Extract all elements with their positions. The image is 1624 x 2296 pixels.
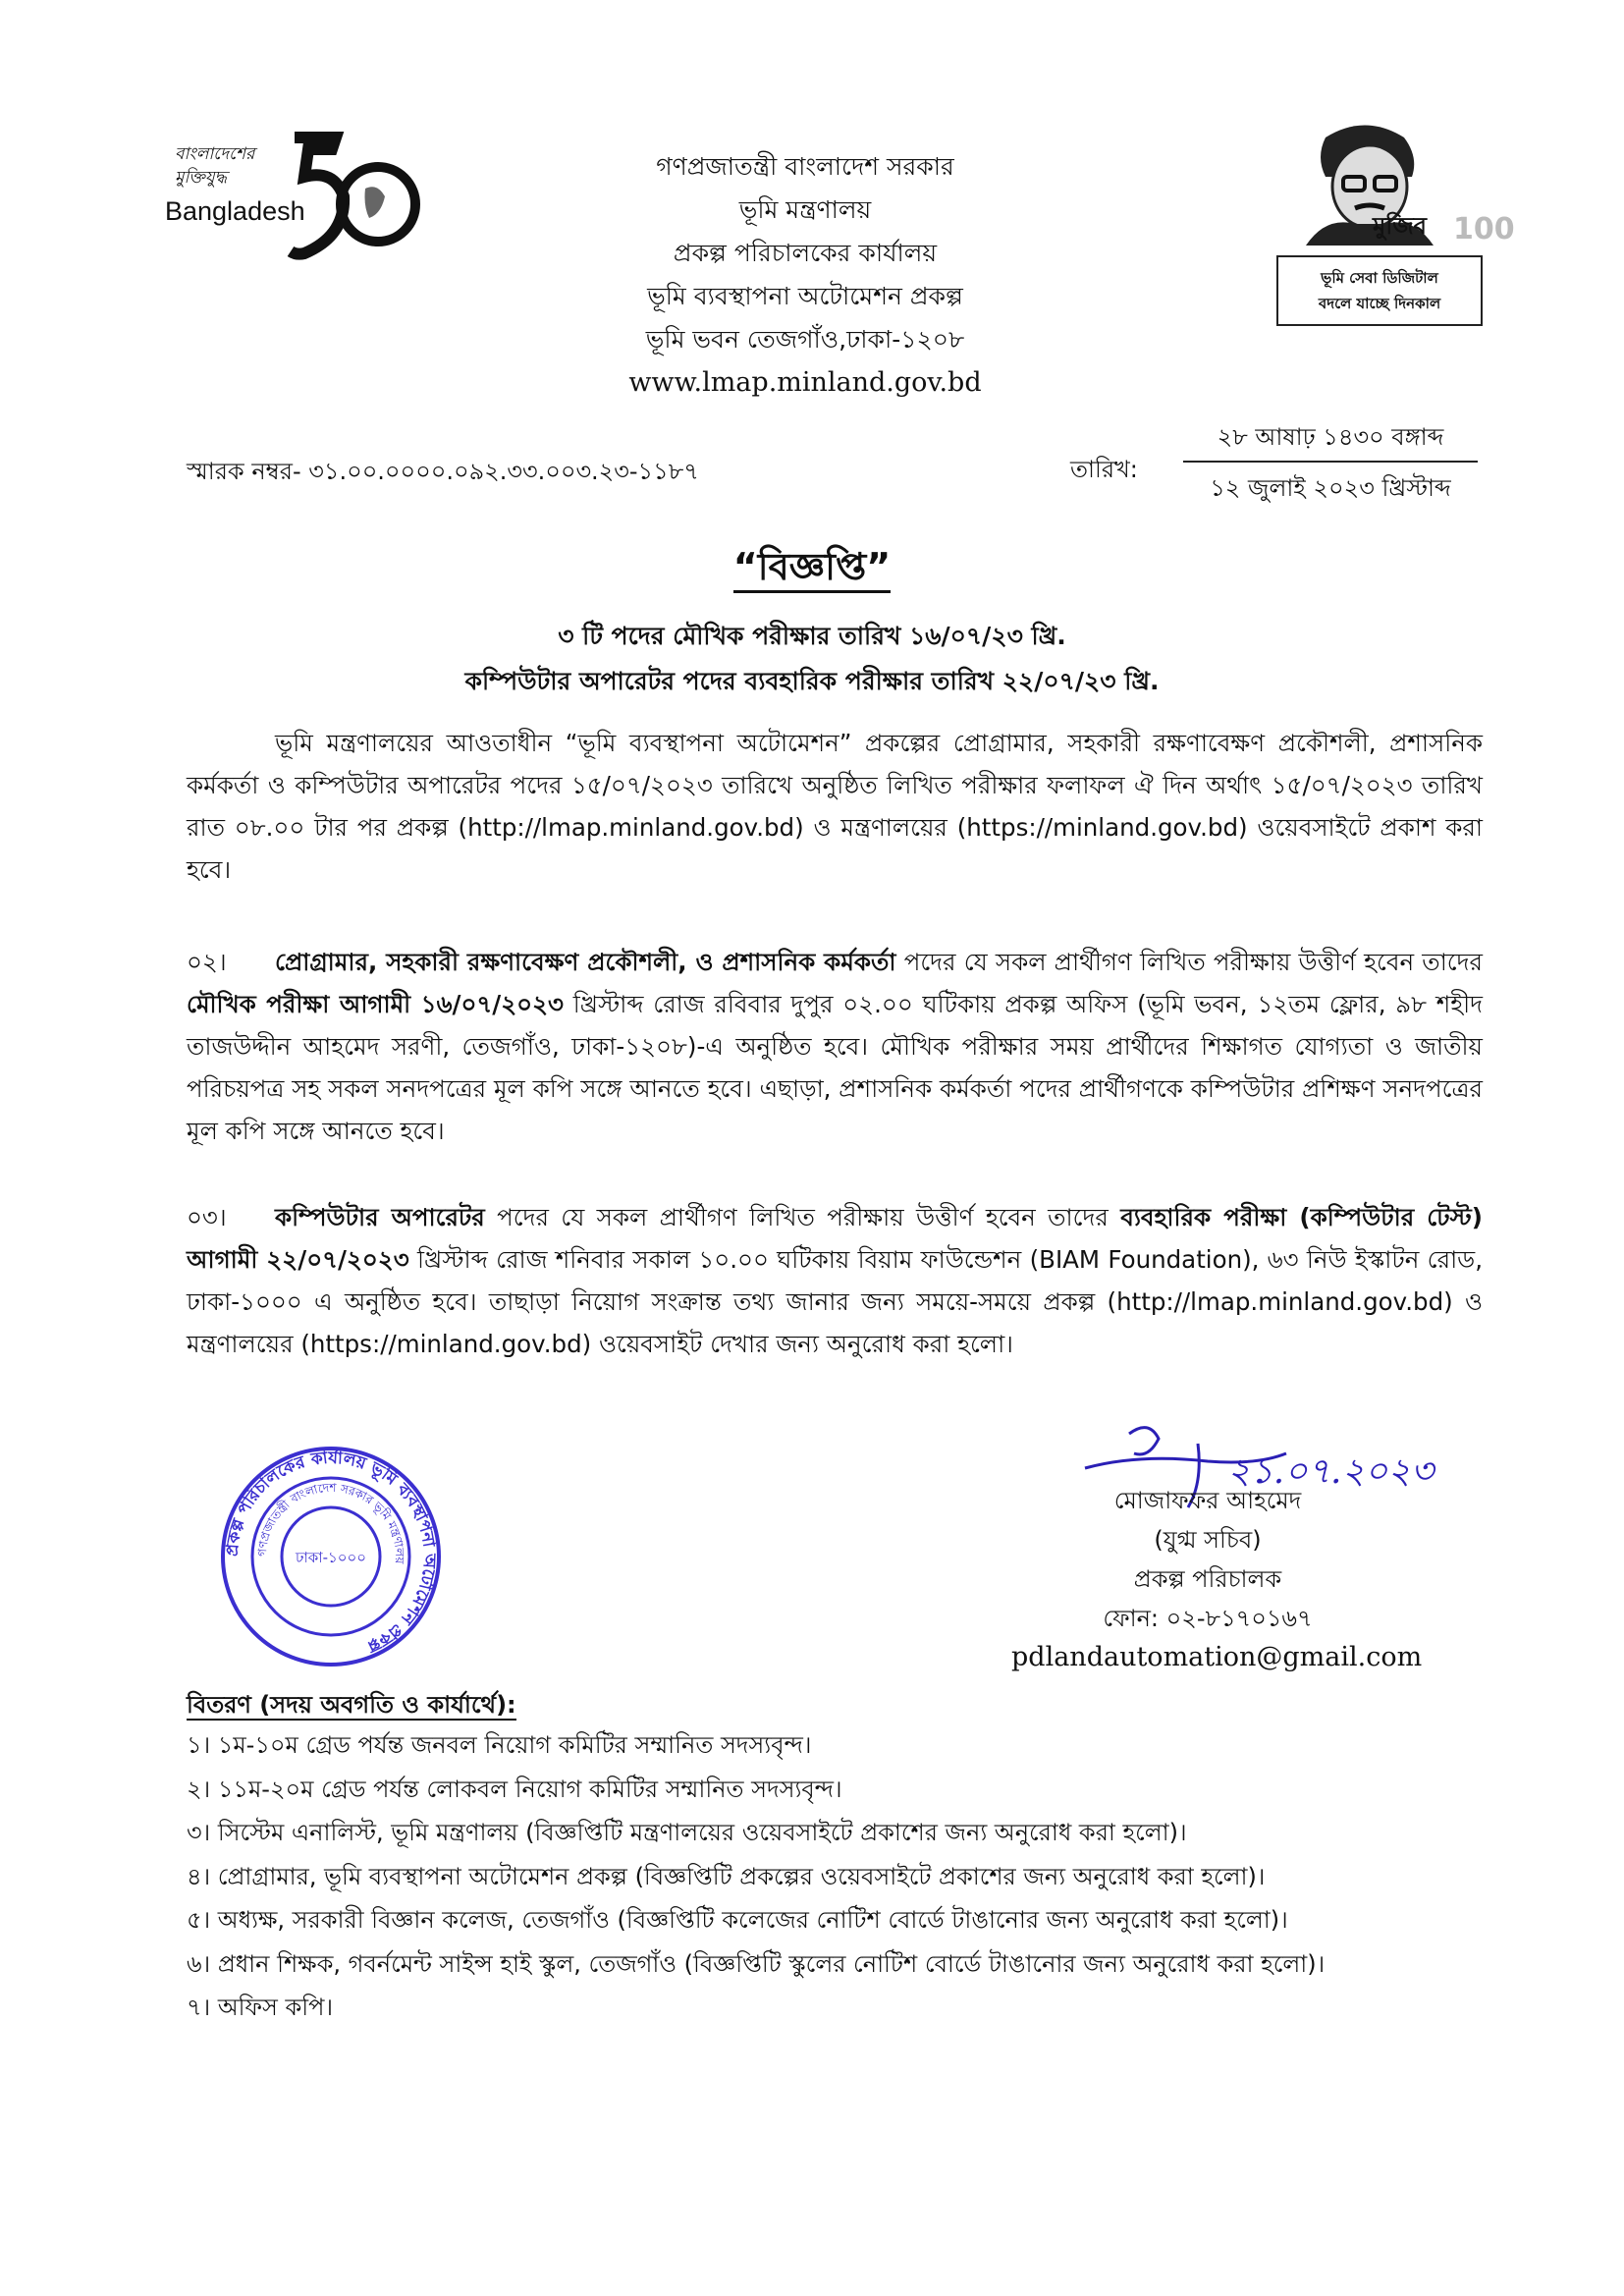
bangladesh-50-logo (147, 128, 422, 265)
memo-number: স্মারক নম্বর- ৩১.০০.০০০০.০৯২.৩৩.০০৩.২৩-১১৮৭ (187, 458, 699, 485)
header-line-address: ভূমি ভবন তেজগাঁও,ঢাকা-১২০৮ (645, 325, 965, 354)
date-label: তারিখ: (1070, 456, 1138, 483)
signatory-role: প্রকল্প পরিচালক (1133, 1565, 1282, 1593)
paragraph-03-text1: পদের যে সকল প্রার্থীগণ লিখিত পরীক্ষায় উত্তীর্ণ হবেন তাদের (484, 1203, 1121, 1231)
paragraph-03-text2: খ্রিস্টাব্দ রোজ শনিবার সকাল ১০.০০ ঘটিকায় বিয়াম ফাউন্ডেশন (BIAM Foundation), ৬৩ নিউ ইস্কাটন রোড, ঢাকা-১০০০ এ অনুষ্ঠিত হবে। তাছাড়া নিয়োগ সংক্রান্ত তথ্য জানার জন্য সময়ে-সময়ে প্রকল্প (http://lmap.minland.gov.bd) ও মন্ত্রণালয়ের (https://minland.gov.bd) ওয়েবসাইট দেখার জন্য অনুরোধ করা হলো। (187, 1245, 1483, 1358)
paragraph-02-posts: প্রোগ্রামার, সহকারী রক্ষণাবেক্ষণ প্রকৌশলী, ও প্রশাসনিক কর্মকর্তা (275, 948, 896, 976)
distribution-heading-text: বিতরণ (সদয় অবগতি ও কার্যার্থে): (187, 1691, 516, 1719)
office-seal-stamp (218, 1444, 444, 1669)
date-english: ১২ জুলাই ২০২৩ খ্রিস্টাব্দ (1210, 474, 1451, 502)
paragraph-02-text2: খ্রিস্টাব্দ রোজ রবিবার দুপুর ০২.০০ ঘটিকায় প্রকল্প অফিস (ভূমি ভবন, ১২তম ফ্লোর, ৯৮ শহীদ তাজউদ্দীন আহমেদ সরণী, তেজগাঁও, ঢাকা-১২০৮)-এ অনুষ্ঠিত হবে। মৌখিক পরীক্ষার সময় প্রার্থীদের শিক্ষাগত যোগ্যতা ও জাতীয় পরিচয়পত্র সহ সকল সনদপত্রের মূল কপি সঙ্গে আনতে হবে। এছাড়া, প্রশাসনিক কর্মকর্তা পদের প্রার্থীগণকে কম্পিউটার প্রশিক্ষণ সনদপত্রের মূল কপি সঙ্গে আনতে হবে। (187, 990, 1484, 1145)
intro-paragraph: ভূমি মন্ত্রণালয়ের আওতাধীন “ভূমি ব্যবস্থাপনা অটোমেশন” প্রকল্পের প্রোগ্রামার, সহকারী রক্ষণাবেক্ষণ প্রকৌশলী, প্রশাসনিক কর্মকর্তা ও কম্পিউটার অপারেটর পদের ১৫/০৭/২০২৩ তারিখে অনুষ্ঠিত লিখিত পরীক্ষার ফলাফল ঐ দিন অর্থাৎ ১৫/০৭/২০২৩ তারিখ রাত ০৮.০০ টার পর প্রকল্প (http://lmap.minland.gov.bd) ও মন্ত্রণালয়ের (https://minland.gov.bd) ওয়েবসাইটে প্রকাশ করা হবে। (187, 729, 1483, 884)
mujib-text: মুজিব (1373, 212, 1428, 240)
header-line-project: ভূমি ব্যবস্থাপনা অটোমেশন প্রকল্প (647, 282, 963, 310)
list-item: ৩। সিস্টেম এনালিস্ট, ভূমি মন্ত্রণালয় (বিজ্ঞপ্তিটি মন্ত্রণালয়ের ওয়েবসাইটে প্রকাশের জন্য অনুরোধ করা হলো)। (187, 1819, 1187, 1846)
paragraph-02 (187, 941, 1483, 1152)
list-item: ৪। প্রোগ্রামার, ভূমি ব্যবস্থাপনা অটোমেশন প্রকল্প (বিজ্ঞপ্তিটি প্রকল্পের ওয়েবসাইটে প্রকাশের জন্য অনুরোধ করা হলো)। (187, 1862, 1266, 1890)
date-block (1183, 417, 1478, 508)
paragraph-03-post: কম্পিউটার অপারেটর (275, 1203, 485, 1231)
signatory-phone: ফোন: ০২-৮১৭০১৬৭ (1103, 1605, 1313, 1632)
seal-inner-text: গণপ্রজাতন্ত্রী বাংলাদেশ সরকার ভূমি মন্ত্রণালয় (254, 1480, 407, 1564)
notice-title-text: “বিজ্ঞপ্তি” (733, 545, 891, 593)
list-item: ১। ১ম-১০ম গ্রেড পর্যন্ত জনবল নিয়োগ কমিটির সম্মানিত সদস্যবৃন্দ। (187, 1731, 812, 1759)
signatory-email: pdlandautomation@gmail.com (1011, 1642, 1423, 1672)
list-item: ৬। প্রধান শিক্ষক, গবর্নমেন্ট সাইন্স হাই স্কুল, তেজগাঁও (বিজ্ঞপ্তিটি স্কুলের নোটিশ বোর্ডে টাঙানোর জন্য অনুরোধ করা হলো)। (187, 1949, 1326, 1978)
header-line-govt: গণপ্রজাতন্ত্রী বাংলাদেশ সরকার (656, 152, 954, 181)
list-item: ৭। অফিস কপি। (187, 1994, 334, 2021)
signature-block (1011, 1481, 1423, 1677)
paragraph-03-practical-date: ব্যবহারিক পরীক্ষা (কম্পিউটার টেস্ট) আগামী ২২/০৭/২০২৩ (187, 1203, 1483, 1274)
paragraph-03-number: ০৩। (187, 1203, 227, 1231)
slogan-line2: বদলে যাচ্ছে দিনকাল (1318, 295, 1441, 312)
notice-subtitle-1: ৩ টি পদের মৌখিক পরীক্ষার তারিখ ১৬/০৭/২৩ খ্রি. (558, 622, 1066, 650)
date-bangla: ২৮ আষাঢ় ১৪৩০ বঙ্গাব্দ (1183, 417, 1478, 463)
signatory-name: মোজাফফর আহমেদ (1113, 1487, 1302, 1514)
fifty-emblem-icon (275, 128, 422, 265)
paragraph-02-viva-date: মৌখিক পরীক্ষা আগামী ১৬/০৭/২০২৩ (187, 990, 564, 1018)
logo-text-line2: মুক্তিযুদ্ধ (175, 168, 228, 188)
paragraph-02-text1: পদের যে সকল প্রার্থীগণ লিখিত পরীক্ষায় উত্তীর্ণ হবেন তাদের (895, 948, 1483, 976)
slogan-line1: ভূমি সেবা ডিজিটাল (1321, 269, 1438, 287)
slogan-box (1276, 255, 1483, 326)
seal-center-text: ঢাকা-১০০০ (295, 1549, 367, 1566)
mujib-100-logo (1276, 118, 1515, 334)
signature-date: ২১.০৭.২০২৩ (1227, 1451, 1435, 1492)
list-item: ২। ১১ম-২০ম গ্রেড পর্যন্ত লোকবল নিয়োগ কমিটির সম্মানিত সদস্যবৃন্দ। (187, 1775, 842, 1803)
notice-title (0, 538, 1624, 601)
paragraph-03 (187, 1196, 1483, 1365)
logo-text-line1: বাংলাদেশের (175, 144, 255, 164)
logo-country-text: Bangladesh (165, 196, 305, 226)
header-line-office: প্রকল্প পরিচালকের কার্যালয় (673, 239, 938, 267)
seal-outer-text: প্রকল্প পরিচালকের কার্যালয় ভূমি ব্যবস্থাপনা অটোমেশন প্রকল্প (222, 1448, 440, 1657)
portrait-icon (1286, 118, 1453, 246)
hundred-text: 100 (1453, 212, 1515, 246)
distribution-list (187, 1723, 1325, 2030)
paragraph-02-number: ০২। (187, 948, 227, 976)
header-line-ministry: ভূমি মন্ত্রণালয় (738, 195, 872, 224)
office-header (530, 145, 1080, 405)
signatory-designation: (যুগ্ম সচিব) (1154, 1526, 1262, 1554)
notice-subtitle-2: কম্পিউটার অপারেটর পদের ব্যবহারিক পরীক্ষার তারিখ ২২/০৭/২৩ খ্রি. (464, 667, 1160, 695)
header-website: www.lmap.minland.gov.bd (628, 367, 982, 398)
distribution-heading (187, 1687, 516, 1726)
list-item: ৫। অধ্যক্ষ, সরকারী বিজ্ঞান কলেজ, তেজগাঁও (বিজ্ঞপ্তিটি কলেজের নোটিশ বোর্ডে টাঙানোর জন্য অনুরোধ করা হলো)। (187, 1906, 1288, 1934)
